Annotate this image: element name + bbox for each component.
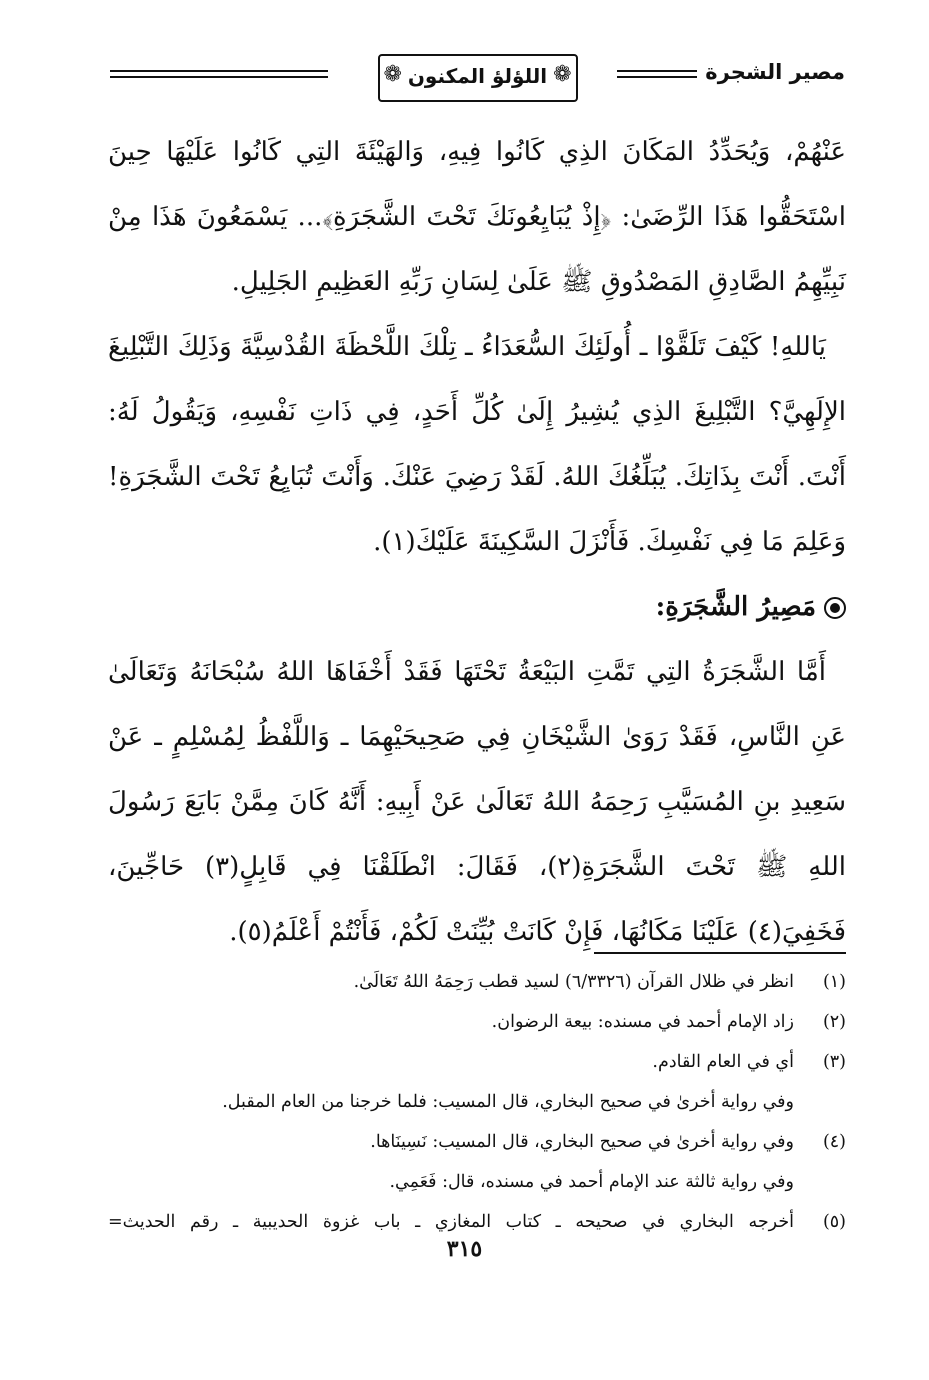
book-title: اللؤلؤ المكنون <box>407 64 548 88</box>
footnote <box>108 962 846 1002</box>
paragraph: أَمَّا الشَّجَرَةُ التِي تَمَّتِ البَيْعَةُ تَحْتَهَا فَقَدْ أَخْفَاهَا اللهُ سُبْحَانَهُ وَتَعَالَىٰ عَنِ النَّاسِ، فَقَدْ رَوَىٰ الشَّيْخَانِ فِي صَحِيحَيْهِمَا ـ وَاللَّفْظُ لِمُسْلِمٍ ـ عَنْ سَعِيدِ بنِ المُسَيَّبِ رَحِمَهُ اللهُ تَعَالَىٰ عَنْ أَبِيهِ: أَنَّهُ كَانَ مِمَّنْ بَايَعَ رَسُولَ اللهِ ﷺ تَحْتَ الشَّجَرَةِ(٢)، فَقَالَ: انْطَلَقْنَا فِي قَابِلٍ(٣) حَاجِّينَ، فَخَفِيَ(٤) عَلَيْنَا مَكَانُهَا، فَإِنْ كَانَتْ بُيِّنَتْ لَكُمْ، فَأَنْتُمْ أَعْلَمُ(٥). <box>108 657 846 947</box>
footnote-continuation <box>108 1082 846 1122</box>
header-rule-right <box>617 70 697 78</box>
footnote-text: أي في العام القادم. <box>652 1052 794 1072</box>
footnote-text: وفي رواية أخرىٰ في صحيح البخاري، قال المسيب: نَسِينَاها. <box>370 1132 794 1152</box>
section-heading-text: مَصِيرُ الشَّجَرَةِ: <box>655 592 816 622</box>
footnotes <box>108 962 846 1242</box>
page-number: ٣١٥ <box>446 1236 483 1262</box>
footnote-separator <box>594 952 846 954</box>
footnote-continuation <box>108 1162 846 1202</box>
footnote-number: (٤) <box>822 1132 846 1152</box>
footnote-text: زاد الإمام أحمد في مسنده: بيعة الرضوان. <box>491 1012 794 1032</box>
footnote-number: (٢) <box>822 1012 846 1032</box>
ornament-icon: ❁ <box>383 62 402 87</box>
footnote <box>108 1042 846 1082</box>
paragraph: يَاللهِ! كَيْفَ تَلَقَّوْا ـ أُولَئِكَ السُّعَدَاءُ ـ تِلْكَ اللَّحْظَةَ القُدْسِيَّةَ وَذَلِكَ التَّبْلِيغَ الإِلَهِيَّ؟ التَّبْلِيغَ الذِي يُشِيرُ إِلَىٰ كُلِّ أَحَدٍ، فِي ذَاتِ نَفْسِهِ، وَيَقُولُ لَهُ: أَنْتَ. أَنْتَ بِذَاتِكَ. يُبَلِّغُكَ اللهُ. لَقَدْ رَضِيَ عَنْكَ. وَأَنْتَ تُبَايِعُ تَحْتَ الشَّجَرَةِ! وَعَلِمَ مَا فِي نَفْسِكَ. فَأَنْزَلَ السَّكِينَةَ عَلَيْكَ(١). <box>108 332 846 557</box>
section-marker-icon <box>824 597 846 619</box>
footnote <box>108 1122 846 1162</box>
footnote-text: وفي رواية أخرىٰ في صحيح البخاري، قال المسيب: فلما خرجنا من العام المقبل. <box>222 1092 794 1112</box>
book-title-frame <box>378 54 578 102</box>
footnote-number: (٣) <box>822 1052 846 1072</box>
footnote-text: أخرجه البخاري في صحيحه ـ كتاب المغازي ـ باب غزوة الحديبية ـ رقم الحديث= <box>108 1212 794 1232</box>
footnote-number: (٥) <box>822 1212 846 1232</box>
footnote-text: وفي رواية ثالثة عند الإمام أحمد في مسنده، قال: فَعَمِي. <box>389 1172 794 1192</box>
footnote-text: انظر في ظلال القرآن (٦/٣٣٢٦) لسيد قطب رَحِمَهُ اللهُ تَعَالَىٰ. <box>353 972 794 992</box>
paragraph: عَنْهُمْ، وَيُحَدِّدُ المَكَانَ الذِي كَانُوا فِيهِ، وَالهَيْئَةَ التِي كَانُوا عَلَيْهَا حِينَ اسْتَحَقُّوا هَذَا الرِّضَىٰ: ﴿إِذْ يُبَايِعُونَكَ تَحْتَ الشَّجَرَةِ﴾... يَسْمَعُونَ هَذَا مِنْ نَبِيِّهِمُ الصَّادِقِ المَصْدُوقِ ﷺ عَلَىٰ لِسَانِ رَبِّهِ العَظِيمِ الجَلِيلِ. <box>108 137 846 297</box>
footnote <box>108 1002 846 1042</box>
footnote-number: (١) <box>822 972 846 992</box>
main-text <box>108 120 846 965</box>
chapter-title: مصير الشجرة <box>705 60 845 84</box>
section-heading <box>108 575 846 640</box>
ornament-icon: ❁ <box>553 62 572 87</box>
header-rule-left <box>110 70 328 78</box>
page-header <box>110 50 845 102</box>
